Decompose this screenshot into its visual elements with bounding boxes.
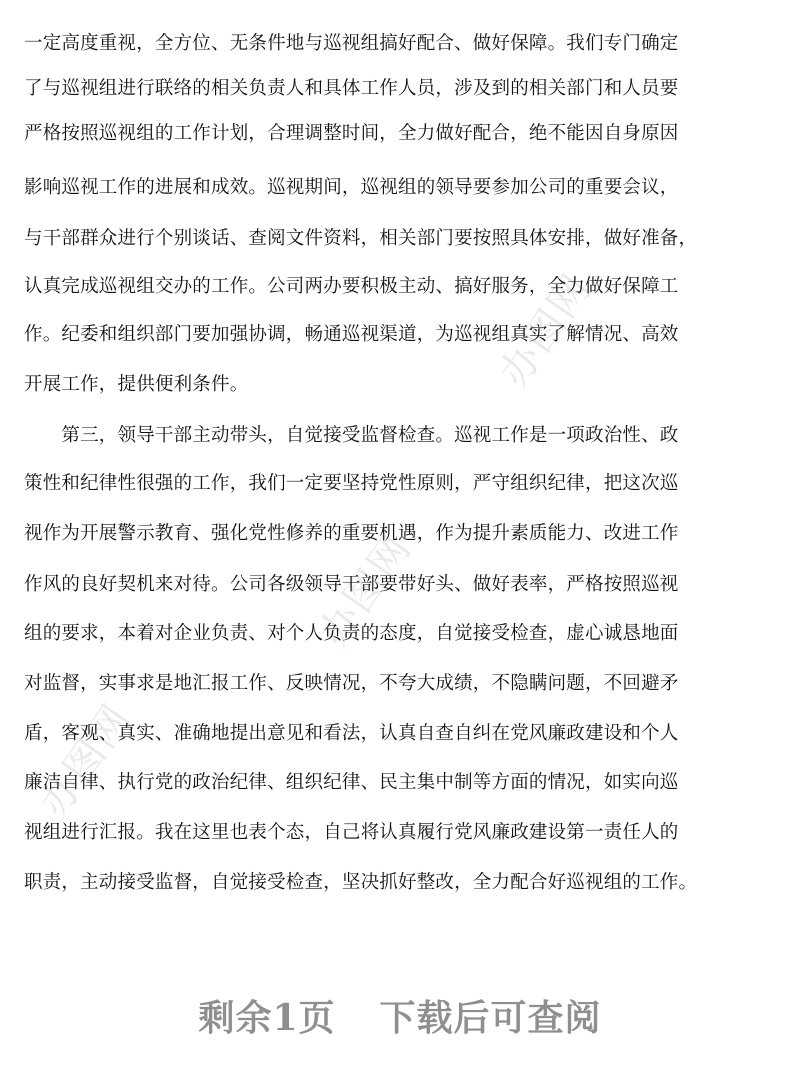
text-line: 盾，客观、真实、准确地提出意见和看法，认真自查自纠在党风廉政建设和个人 (24, 723, 679, 744)
text-line: 一定高度重视，全方位、无条件地与巡视组搞好配合、做好保障。我们专门确定 (24, 33, 679, 54)
download-prompt[interactable] (0, 990, 800, 1041)
download-hint-label: 下载后可查阅 (379, 997, 602, 1039)
text-line: 职责，主动接受监督，自觉接受检查，坚决抓好整改，全力配合好巡视组的工作。 (24, 872, 698, 893)
watermark-logo: 办图网 (310, 525, 421, 656)
text-line: 影响巡视工作的进展和成效。巡视期间，巡视组的领导要参加公司的重要会议， (24, 177, 679, 198)
watermark-logo: 办图网 (490, 265, 601, 396)
text-line: 作。纪委和组织部门要加强协调，畅通巡视渠道，为巡视组真实了解情况、高效 (24, 324, 679, 345)
text-line: 视组进行汇报。我在这里也表个态，自己将认真履行党风廉政建设第一责任人的 (24, 822, 679, 843)
text-line: 第三，领导干部主动带头，自觉接受监督检查。巡视工作是一项政治性、政 (24, 425, 679, 446)
remaining-pages-label: 剩余1页 (198, 997, 336, 1039)
text-line: 廉洁自律、执行党的政治纪律、组织纪律、民主集中制等方面的情况，如实向巡 (24, 772, 679, 793)
text-line: 视作为开展警示教育、强化党性修养的重要机遇，作为提升素质能力、改进工作 (24, 523, 679, 544)
text-line: 对监督，实事求是地汇报工作、反映情况，不夸大成绩，不隐瞒问题，不回避矛 (24, 673, 679, 694)
watermark-logo: 办图网 (30, 695, 141, 826)
text-line: 开展工作，提供便利条件。 (24, 374, 249, 395)
text-line: 作风的良好契机来对待。公司各级领导干部要带好头、做好表率，严格按照巡视 (24, 574, 679, 595)
text-line: 策性和纪律性很强的工作，我们一定要坚持党性原则，严守组织纪律，把这次巡 (24, 473, 679, 494)
text-line: 认真完成巡视组交办的工作。公司两办要积极主动、搞好服务，全力做好保障工 (24, 276, 679, 297)
text-line: 组的要求，本着对企业负责、对个人负责的态度，自觉接受检查，虚心诚恳地面 (24, 623, 679, 644)
text-line: 与干部群众进行个别谈话、查阅文件资料，相关部门要按照具体安排，做好准备， (24, 228, 698, 249)
text-line: 严格按照巡视组的工作计划，合理调整时间，全力做好配合，绝不能因自身原因 (24, 123, 679, 144)
text-line: 了与巡视组进行联络的相关负责人和具体工作人员，涉及到的相关部门和人员要 (24, 78, 679, 99)
